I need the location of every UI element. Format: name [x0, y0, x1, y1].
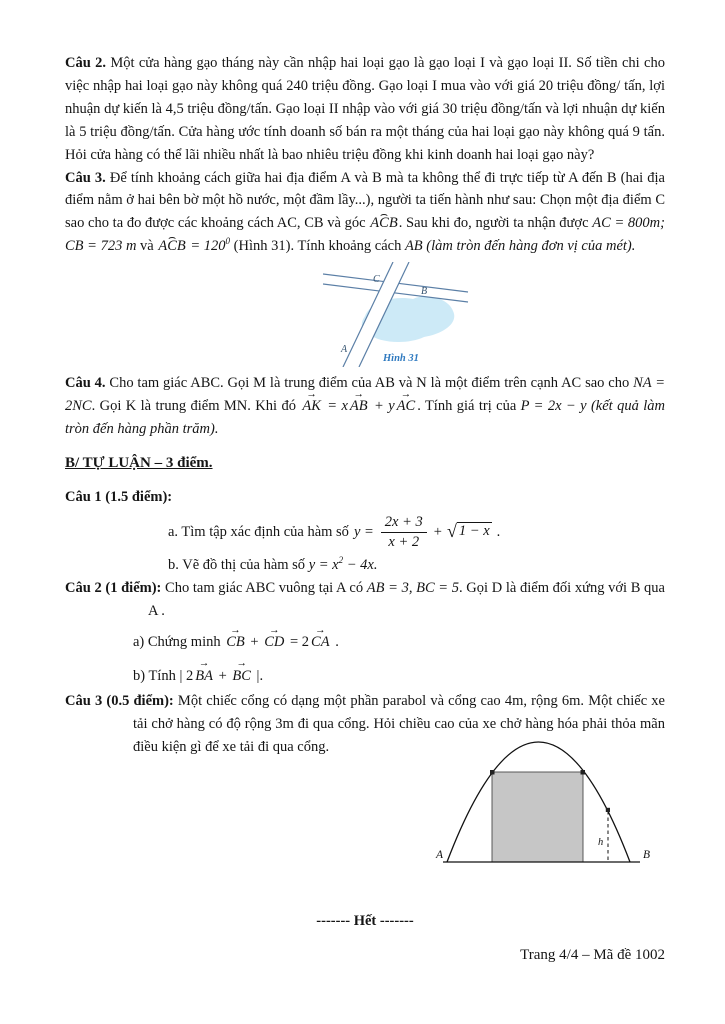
degree-exponent: 0: [225, 236, 231, 247]
angle-acb: ACB ⌢: [157, 235, 186, 258]
question-label: Câu 4.: [65, 375, 106, 392]
function-lhs: y =: [353, 523, 374, 540]
plus-sign: +: [214, 667, 231, 684]
exponent: 2: [338, 555, 344, 566]
abs-open: | 2: [179, 667, 194, 684]
tl-cau2-intro: [65, 577, 665, 623]
question-text: Cho tam giác ABC. Gọi M là trung điểm của AB và N là một điểm trên cạnh AC sao cho: [105, 375, 634, 392]
question-text: (Hình 31). Tính khoảng cách: [230, 238, 405, 255]
tl-cau2-header: Câu 2 (1 điểm):: [65, 580, 162, 597]
tl-cau1-header: Câu 1 (1.5 điểm):: [65, 488, 173, 505]
question-cau4-tn: [65, 372, 665, 441]
vector-cb: CB →: [224, 629, 247, 657]
period: .: [331, 634, 339, 651]
part-b-text: b. Vẽ đồ thị của hàm số: [168, 557, 306, 574]
figure-caption: Hình 31: [383, 353, 419, 365]
section-b-heading: B/ TỰ LUẬN – 3 điểm.: [65, 454, 213, 471]
triangle-sides: AB = 3, BC = 5: [366, 580, 460, 597]
point-c-label: C: [373, 274, 380, 286]
vector-ac: AC →: [395, 395, 418, 418]
question-text: . Tính giá trị của: [417, 398, 521, 415]
point-a-label: A: [436, 849, 444, 862]
angle-value: = 120: [186, 238, 226, 255]
plus-sign: +: [433, 523, 442, 540]
plus-sign: +: [246, 634, 263, 651]
equation-part: + y: [369, 398, 395, 415]
vector-ca: CA →: [309, 629, 332, 657]
function-expression: y = x: [308, 557, 339, 574]
equation-part: = x: [322, 398, 348, 415]
question-text: Để tính khoảng cách giữa hai địa điểm A và B mà ta không thể đi trực tiếp từ A đến B (hai địa điểm nằm ở hai bên bờ một hồ nước, một đầm lầy...), người ta tiến hành như sau: Chọn một địa điểm C sao cho ta đo được các khoảng cách AC, CB và góc: [65, 169, 665, 232]
question-text: . Gọi K là trung điểm MN. Khi đó: [91, 398, 301, 415]
tl-cau3-header: Câu 3 (0.5 điểm):: [65, 693, 174, 710]
truck-rectangle: [492, 772, 583, 862]
fraction: [381, 514, 427, 550]
height-label: h: [598, 837, 604, 849]
figure-parabola-gate: [435, 735, 670, 875]
vector-ak: AK →: [300, 395, 323, 418]
page-content: [65, 52, 665, 964]
tl-cau1-part-a: [168, 514, 665, 550]
corner-node: [581, 770, 586, 775]
figure-hinh31: [323, 262, 498, 372]
vector-bc: BC →: [230, 663, 253, 691]
question-label: Câu 2.: [65, 55, 106, 71]
question-cau3-tn: [65, 167, 665, 259]
part-b-prefix: b) Tính: [133, 667, 180, 684]
question-label: Câu 3.: [65, 169, 106, 186]
square-root: [447, 520, 492, 544]
segment-ab: AB: [404, 238, 423, 255]
vector-ab: AB →: [348, 395, 370, 418]
fraction-numerator: 2x + 3: [381, 514, 427, 533]
corner-node: [490, 770, 495, 775]
map-figure: [323, 262, 498, 367]
parabola-figure: [435, 735, 670, 870]
intro-text-end: . Gọi D là điểm đối xứng với B qua A .: [148, 580, 665, 620]
expression-p: P = 2x − y: [520, 398, 587, 415]
tl-cau1-part-b: [168, 554, 665, 577]
point-b-label: B: [643, 849, 651, 862]
period: .: [496, 523, 501, 540]
abs-close: |.: [252, 667, 264, 684]
curve-point: [606, 808, 610, 812]
end-marker: ------- Hết -------: [316, 913, 414, 930]
radicand: 1 − x: [458, 523, 490, 540]
page-number: Trang 4/4 – Mã đề 1002: [520, 947, 665, 964]
relation-na-nc: NA = 2NC: [65, 375, 665, 415]
vector-cd: CD →: [262, 629, 286, 657]
question-text: Một cửa hàng gạo tháng này cần nhập hai loại gạo là gạo loại I và gạo loại II. Số tiền chi cho việc nhập hai loại gạo này không quá 240 triệu đồng. Gạo loại I mua vào với giá 20 triệu đồng/ tấn, lợi nhuận dự kiến là 4,5 triệu đồng/tấn. Gạo loại II nhập vào với giá 30 triệu đồng/tấn và lợi nhuận dự kiến là 5 triệu đồng/tấn. Cửa hàng ước tính doanh số bán ra một tháng của hai loại gạo này không quá 9 tấn. Hỏi cửa hàng có thể lãi nhiều nhất là bao nhiêu triệu đồng khi kinh doanh hai loại gạo này?: [65, 55, 665, 163]
question-text: . Sau khi đo, người ta nhận được: [398, 215, 593, 232]
part-a-prefix: a) Chứng minh: [133, 634, 225, 651]
tl-cau2-part-b: [133, 663, 665, 691]
question-text: và: [136, 238, 158, 255]
measurements: AC = 800m; CB = 723 m: [65, 215, 665, 255]
part-a-text: a. Tìm tập xác định của hàm số: [168, 523, 349, 540]
point-a-label: A: [341, 344, 348, 356]
function-expression-end: − 4x.: [343, 557, 378, 574]
point-b-label: B: [421, 286, 428, 298]
rounding-note: (làm tròn đến hàng đơn vị của mét).: [422, 238, 636, 255]
question-cau2-tn: [65, 52, 665, 167]
vector-ba: BA →: [193, 663, 215, 691]
equals-two: = 2: [286, 634, 310, 651]
tl-cau2-part-a: [133, 629, 665, 657]
intro-text: Cho tam giác ABC vuông tại A có: [161, 580, 367, 597]
fraction-denominator: x + 2: [388, 533, 420, 550]
angle-acb: ACB ⌢: [369, 212, 398, 235]
question-text: Một chiếc cổng có dạng một phần parabol và cổng cao 4m, rộng 6m. Một chiếc xe tải chở hàng có độ rộng 3m đi qua cổng. Hỏi chiều cao của xe chở hàng hóa phải thỏa mãn điều kiện gì để xe tải đi qua cổng.: [133, 693, 665, 756]
radical-sign: √: [446, 521, 457, 542]
rounding-note: (kết quả làm tròn đến hàng phần trăm).: [65, 398, 665, 437]
